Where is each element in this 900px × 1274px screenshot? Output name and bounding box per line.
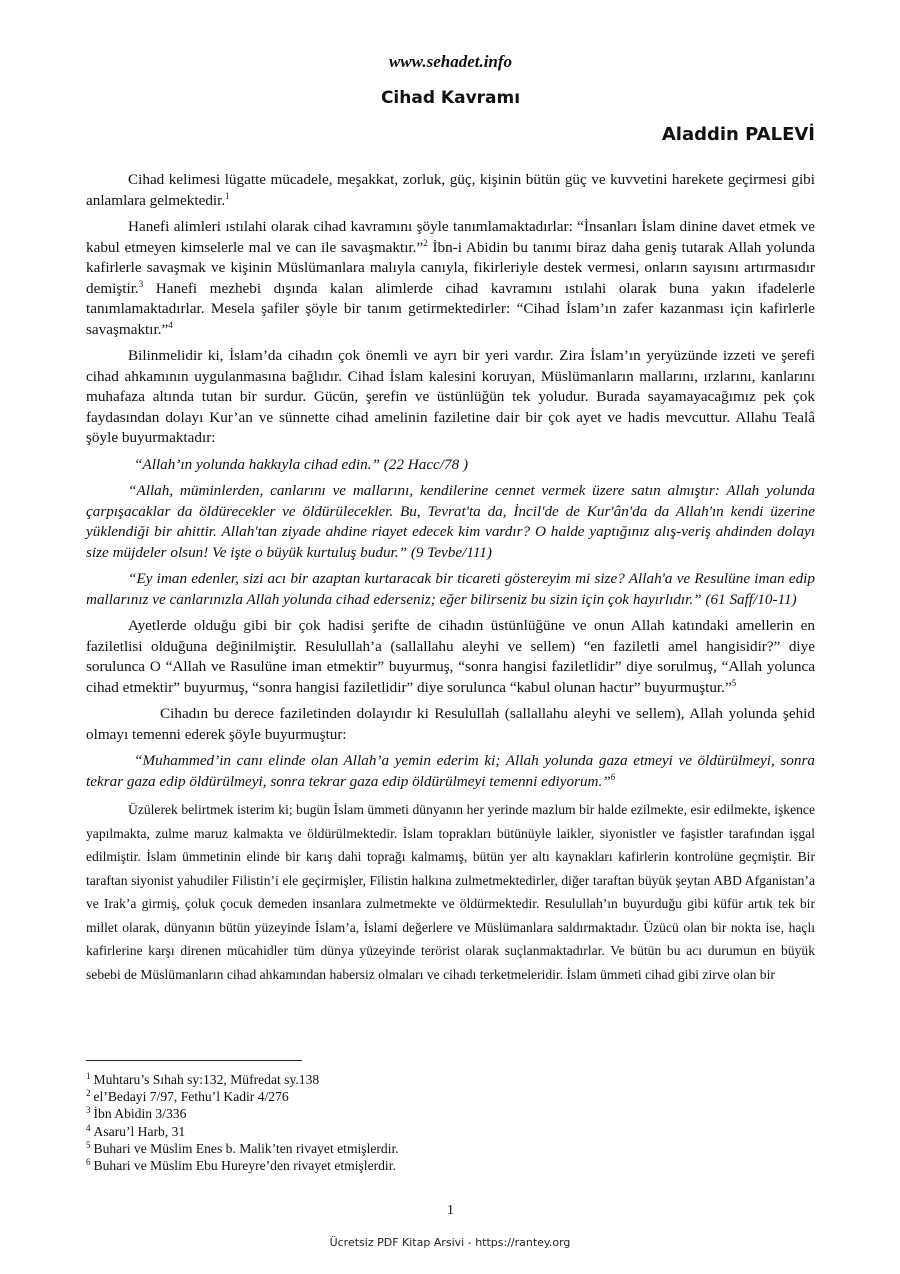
footnote-text: İbn Abidin 3/336 <box>93 1106 187 1122</box>
footnote-5 <box>86 1140 815 1157</box>
footnote-2 <box>86 1088 815 1105</box>
author-name: Aladdin PALEVİ <box>661 124 815 145</box>
document-body <box>86 170 815 992</box>
paragraph-1 <box>86 170 815 211</box>
footnote-text: Asaru’l Harb, 31 <box>93 1123 186 1139</box>
paragraph-3: Bilinmelidir ki, İslam’da cihadın çok önemli ve ayrı bir yeri vardır. Zira İslam’ın yeryüzünde izzeti ve şerefi cihad ahkamının uygulanmasına bağlıdır. Cihad İslam kalesini koruyan, Müslümanların mallarını, ırzlarını, kanlarını muhafaza altında tutan bir surdur. Gücün, şerefin ve üstünlüğün tek yoludur. Burada sayamayacağımız pek çok faydasından dolayı Kur’an ve sünnette cihad amelinin faziletine dair bir çok ayet ve hadis mevcuttur. Allahu Tealâ şöyle buyurmaktadır: <box>86 347 815 446</box>
footnote-number: 3 <box>86 1105 91 1116</box>
footnotes <box>86 1071 815 1174</box>
paragraph-text: “Muhammed’in canı elinde olan Allah’a yemin ederim ki; Allah yolunda gaza etmeyi ve öldürülmeyi, sonra tekrar gaza edip öldürülmeyi, sonra tekrar gaza edip öldürülmeyi temenni ediyorum.” <box>86 752 815 790</box>
footnote-ref: 2 <box>423 237 428 248</box>
quote-saff: “Ey iman edenler, sizi acı bir azaptan kurtaracak bir ticareti göstereyim mi size? Allah'a ve Resulüne iman edip mallarınız ve canlarınızla Allah yolunda cihad ederseniz; eğer bilirseniz bu sizin için çok hayırlıdır.” (61 Saff/10-11) <box>86 570 815 608</box>
footnote-4 <box>86 1123 815 1140</box>
quote-hacc: “Allah’ın yolunda hakkıyla cihad edin.” (22 Hacc/78 ) <box>134 455 469 473</box>
paragraph-2 <box>86 217 815 340</box>
paragraph-hadith <box>86 616 815 698</box>
footnote-number: 1 <box>86 1071 91 1081</box>
paragraph-text: Ayetlerde olduğu gibi bir çok hadisi şerifte de cihadın üstünlüğüne ve onun Allah katındaki amellerin en faziletlisi olduğuna değinilmiştir. Resulullah’a (sallallahu aleyhi ve sellem) “en faziletli amel hangisidir?” diye sorulunca O “Allah ve Rasulüne iman etmektir” buyurmuş, “sonra hangisi faziletlidir” diye sorulmuş, “Allah yolunca cihad etmektir” buyurmuş, “sonra hangisi faziletlidir” diye sorulunca “kabul olunan hactır” buyurmuştur.” <box>86 617 815 696</box>
footnote-text: Muhtaru’s Sıhah sy:132, Müfredat sy.138 <box>93 1072 320 1087</box>
paragraph-ummah: Üzülerek belirtmek isterim ki; bugün İslam ümmeti dünyanın her yerinde mazlum bir halde ezilmekte, esir edilmekte, işkence yapılmakta, zulme maruz kalmakta ve öldürülmektedir. İslam toprakları bütünüyle laikler, siyonistler ve faşistler tarafından işgal edilmiştir. İslam ümmetinin elinde bir karış dahi toprağı kalmamış, bütün yer altı kaynakları kafirlerin kontrolüne geçmiştir. Bir taraftan siyonist yahudiler Filistin’i ele geçirmişler, Filistin halkına zulmetmektedirler, diğer taraftan büyük şeytan ABD Afganistan’a ve Irak’a girmiş, çoluk çocuk demeden insanlara zulmetmekte ve öldürmektedir. Resulullah’ın buyurduğu gibi küfür artık tek bir millet olarak, dünyanın bütün yüzeyinde İslam’a, İslami değerlere ve Müslümanlara saldırmaktadır. Üzücü olan bir nokta ise, haçlı kafirlerine karşı direnen mücahidler tüm dünya yüzeyinde terörist olarak suçlanmaktadırlar. Ve bütün bu acı durumun en büyük sebebi de Müslümanların cihad ahkamından habersiz olmaları ve cihadı terketmeleridir. İslam ümmeti cihad gibi zirve olan bir <box>86 802 815 982</box>
paragraph-text: Hanefi mezhebi dışında kalan alimlerde cihad kavramını ıstılahi olarak buna yakın ifadelerle tanımlamaktadırlar. Mesela şafiler şöyle bir tanım getirmektedirler: “Cihad İslam’ın zafer kazanması için kafirlerle savaşmaktır.” <box>86 279 815 338</box>
archive-footer[interactable]: Ücretsiz PDF Kitap Arsivi - https://rantey.org <box>329 1236 571 1249</box>
footnote-text: Buhari ve Müslim Ebu Hureyre’den rivayet etmişlerdir. <box>93 1158 396 1174</box>
quote-tevbe: “Allah, müminlerden, canlarını ve mallarını, kendilerine cennet vermek üzere satın almıştır: Allah yolunda çarpışacaklar da öldürecekler ve öldürülecekler. Bu, Tevrat'ta da, İncil'de de Kur'ân'da da Allah'ın kendi üzerine yüklendiği bir ahittir. Allah'tan ziyade ahdine riayet edecek kim vardır? O halde yaptığınız alış-veriş ahdinden dolayı size müjdeler olsun! Ve işte o büyük kurtuluş budur.” (9 Tevbe/111) <box>86 482 815 561</box>
site-url[interactable]: www.sehadet.info <box>388 52 513 71</box>
footnote-ref: 6 <box>610 771 616 782</box>
footnote-ref: 5 <box>731 677 737 688</box>
paragraph-text: Cihad kelimesi lügatte mücadele, meşakkat, zorluk, güç, kişinin bütün güç ve kuvvetini harekete geçirmesi gibi anlamlara gelmektedir. <box>86 171 815 209</box>
footnote-1 <box>86 1071 815 1088</box>
footnote-ref: 4 <box>168 319 173 330</box>
paragraph-text: Hanefi alimleri ıstılahi olarak cihad kavramını şöyle tanımlamaktadırlar: “İnsanları İslam dinine davet etmek ve kabul etmeyen kimselerle mal ve can ile savaşmaktır.” <box>86 218 815 256</box>
paragraph-text: İbn-i Abidin bu tanımı biraz daha geniş tutarak Allah yolunda kafirlerle savaşmak ve kişinin Müslümanlara malıyla canıyla, fikirleriyle destek vermesi, onların sayısını artırmasıdır demiştir. <box>86 238 816 297</box>
paragraph-shahid: Cihadın bu derece faziletinden dolayıdır ki Resulullah (sallallahu aleyhi ve sellem), Allah yolunda şehid olmayı temenni ederek şöyle buyurmuştur: <box>86 705 815 743</box>
footnote-number: 6 <box>86 1157 91 1168</box>
footnote-ref: 1 <box>225 190 230 201</box>
footnote-text: el’Bedayi 7/97, Fethu’l Kadir 4/276 <box>93 1089 289 1105</box>
document-title: Cihad Kavramı <box>380 88 521 108</box>
footnote-ref: 3 <box>138 278 144 289</box>
quote-hadith <box>86 751 815 792</box>
footnote-3 <box>86 1105 815 1122</box>
footnote-number: 5 <box>86 1139 91 1150</box>
footnote-6 <box>86 1157 815 1174</box>
footnote-divider <box>86 1060 302 1061</box>
footnote-number: 2 <box>86 1088 91 1099</box>
page-number: 1 <box>447 1203 454 1218</box>
footnote-number: 4 <box>86 1122 91 1133</box>
footnote-text: Buhari ve Müslim Enes b. Malik’ten rivayet etmişlerdir. <box>93 1140 399 1156</box>
